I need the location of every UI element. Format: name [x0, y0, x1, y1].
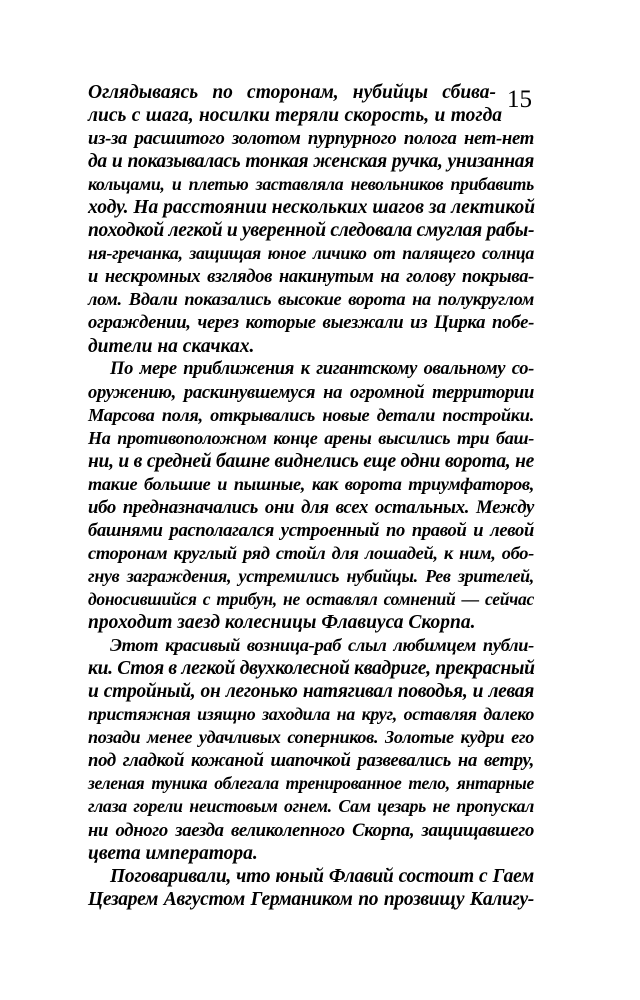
text-line: Цезарем Августом Германиком по прозвищу Калигу-: [88, 888, 534, 910]
page-number: 15: [507, 86, 532, 113]
text-line: По мере приближения к гигантскому овальному со-: [110, 358, 534, 379]
text-line: лись с шага, носилки теряли скорость, и тогда: [88, 105, 502, 127]
text-line: походкой легкой и уверенной следовала смуглая рабы-: [88, 220, 535, 242]
text-line: Оглядываясь по сторонам, нубийцы сбива-: [88, 82, 496, 103]
text-line: ня-гречанка, защищая юное личико от палящего солнца: [88, 243, 534, 264]
text-line: пристяжная изящно заходила на круг, оставляя далеко: [88, 704, 534, 725]
text-line: ограждении, через которые выезжали из Цирка побе-: [88, 312, 534, 334]
text-line: из-за расшитого золотом пурпурного полога нет-нет: [88, 128, 534, 150]
text-line: доносившийся с трибун, не оставлял сомнений — сейчас: [88, 589, 534, 610]
text-line: зеленая туника облегала тренированное тело, янтарные: [88, 773, 534, 794]
text-line: позади менее удачливых соперников. Золотые кудри его: [88, 727, 534, 748]
text-line: глаза горели неистовым огнем. Сам цезарь не пропускал: [88, 796, 534, 817]
text-line: дители на скачках.: [88, 335, 255, 357]
text-line: под гладкой кожаной шапочкой развевались на ветру,: [88, 750, 534, 772]
text-line: башнями располагался устроенный по правой и левой: [88, 519, 534, 541]
text-line: и стройный, он легонько натягивал поводья, и левая: [88, 681, 534, 703]
text-line: и нескромных взглядов накинутым на голову покрыва-: [88, 266, 534, 287]
paragraph-3: [88, 634, 534, 864]
text-line: оружению, раскинувшемуся на огромной территории: [88, 381, 534, 403]
text-line: проходит заезд колесницы Флавиуса Скорпа.: [88, 612, 476, 634]
paragraph-2: [88, 358, 534, 635]
text-line: ки. Стоя в легкой двухколесной квадриге, прекрасный: [88, 658, 535, 680]
text-line: да и показывалась тонкая женская ручка, унизанная: [88, 151, 534, 173]
paragraph-4: [88, 865, 534, 911]
text-line: гнув заграждения, устремились нубийцы. Рев зрителей,: [88, 565, 534, 586]
text-line: цвета императора.: [88, 842, 258, 864]
paragraph-1: [88, 81, 534, 358]
text-line: На противоположном конце арены высились три баш-: [88, 427, 534, 448]
text-line: ни, и в средней башне виднелись еще одни ворота, не: [88, 450, 534, 472]
text-line: Этот красивый возница-раб слыл любимцем публи-: [110, 635, 534, 656]
text-line: ни одного заезда великолепного Скорпа, защищавшего: [88, 819, 534, 841]
text-line: ходу. На расстоянии нескольких шагов за лектикой: [88, 197, 536, 219]
text-line: ибо предназначались они для всех остальных. Между: [88, 496, 534, 518]
text-line: лом. Вдали показались высокие ворота на полукруглом: [88, 289, 534, 310]
text-line: Марсова поля, открывались новые детали постройки.: [88, 404, 534, 425]
body-text: [88, 81, 534, 911]
text-line: Поговаривали, что юный Флавий состоит с Гаем: [110, 865, 534, 887]
text-line: такие большие и пышные, как ворота триумфаторов,: [88, 473, 534, 494]
text-line: сторонам круглый ряд стойл для лошадей, к ним, обо-: [88, 542, 534, 563]
text-line: кольцами, и плетью заставляла невольников прибавить: [88, 174, 534, 195]
